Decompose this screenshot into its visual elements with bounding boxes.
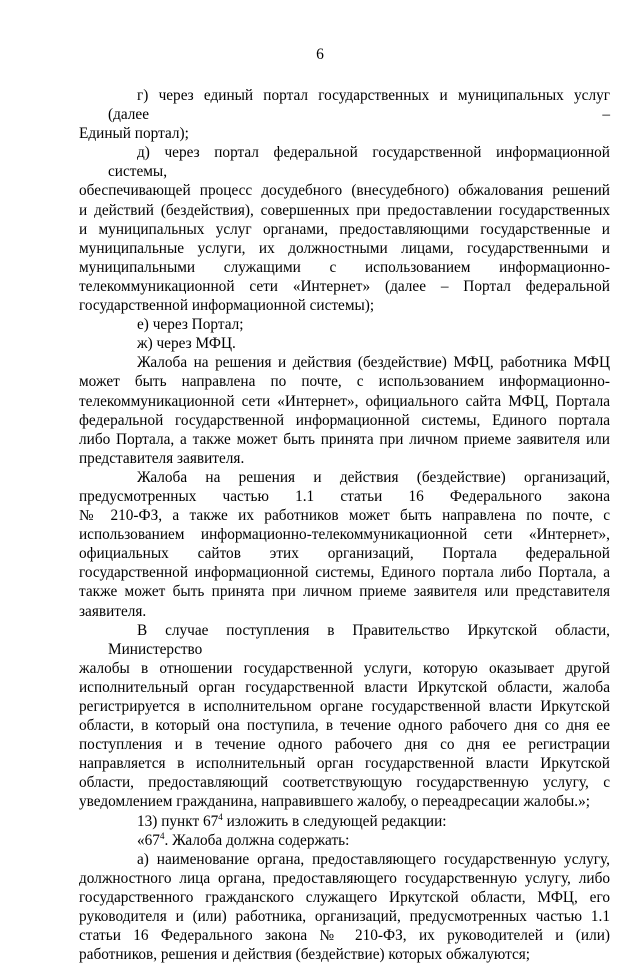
paragraph-mfc-complaint [79,353,610,468]
text-line: статьи 16 Федерального закона № 210-ФЗ, их руководителей и (или) [79,927,610,945]
text-line: использованием информационно-телекоммуникационной сети «Интернет», [79,526,610,544]
text-line: обеспечивающей процесс досудебного (внесудебного) обжалования решений [79,182,610,200]
text-line: Жалоба на решения и действия (бездействие) МФЦ, работника МФЦ [137,354,610,372]
paragraph-item-13 [108,812,610,831]
superscript: 4 [159,830,165,841]
paragraph-item-d [79,143,610,315]
paragraph-item-67-4 [108,831,610,850]
text-line: муниципальными служащими с использованием информационно- [79,258,610,276]
text-line: либо Портала, а также может быть принята при личном приеме заявителя или [79,430,610,448]
text-line: официальных сайтов этих организаций, Портала федеральной [79,545,610,563]
text-line: телекоммуникационной сети «Интернет» (далее – Портал федеральной [79,277,610,295]
text-line: уведомлением гражданина, направившего жалобу, о переадресации жалобы.»; [79,793,591,811]
text-line: федеральной государственной информационной системы, Единого портала [79,411,610,429]
text-segment: 13) пункт 67 [137,812,219,830]
text-line: г) через единый портал государственных и муниципальных услуг (далее – [108,87,610,124]
text-line: государственной информационной системы, Единого портала либо Портала, а [79,564,610,582]
paragraph-item-g [79,86,610,143]
paragraph-organizations-complaint [79,468,610,621]
text-line: а) наименование органа, предоставляющего государственную услугу, [137,850,610,868]
text-segment: . Жалоба должна содержать: [164,831,350,849]
text-line: телекоммуникационной сети «Интернет», официального сайта МФЦ, Портала [79,392,610,410]
page-number: 6 [316,46,324,63]
text-line: Единый портал); [79,125,189,143]
text-line: д) через портал федеральной государственной информационной системы, [108,144,610,181]
text-line: также может быть принята при личном приеме заявителя или представителя [79,583,610,601]
document-body [79,86,610,964]
text-line: представителя заявителя. [79,449,245,467]
text-line: области, предоставляющий соответствующую государственную услугу, с [79,774,610,792]
text-line: работников, решения и действия (бездействие) которых обжалуются; [79,946,531,964]
superscript: 4 [218,811,223,822]
text-line: В случае поступления в Правительство Иркутской области, Министерство [108,621,610,658]
text-line: исполнительный орган государственной власти Иркутской области, жалоба [79,678,610,696]
text-line: регистрируется в исполнительном органе государственной власти Иркутской [79,698,610,715]
text-segment: изложить в следующей редакции: [222,812,447,830]
text-line: заявителя. [79,602,147,620]
text-line: муниципальные услуги, их должностными лицами, государственными и [79,239,610,257]
text-line: жалобы в отношении государственной услуги, которую оказывает другой [79,659,610,677]
text-segment: «67 [137,831,160,849]
text-line: и действий (бездействия), совершенных при предоставлении государственных [79,201,610,219]
text-line: ж) через МФЦ. [137,335,236,353]
text-line: руководителя и (или) работника, организаций, предусмотренных частью 1.1 [79,908,610,926]
text-line: предусмотренных частью 1.1 статьи 16 Федерального закона [79,487,610,505]
paragraph-item-zh [108,334,610,353]
text-line: государственного гражданского служащего Иркутской области, МФЦ, его [79,888,610,906]
text-line: должностного лица органа, предоставляющего государственную услугу, либо [79,869,610,887]
paragraph-item-a [79,850,610,964]
text-line: е) через Портал; [137,316,244,334]
text-line: поступления и в течение одного рабочего дня со дня ее регистрации [79,736,610,754]
text-line: и муниципальных услуг органами, предоставляющими государственные и [79,220,610,238]
paragraph-item-e [108,315,610,334]
text-line: № 210-ФЗ, а также их работников может быть направлена по почте, с [79,507,610,525]
text-line: направляется в исполнительный орган государственной власти Иркутской [79,755,610,773]
text-line: государственной информационной системы); [79,297,375,315]
paragraph-redirect-complaint [79,621,610,812]
text-line: Жалоба на решения и действия (бездействие) организаций, [137,468,610,486]
text-line: может быть направлена по почте, с использованием информационно- [79,373,610,391]
text-line: области, в который она поступила, в течение одного рабочего дня со дня ее [79,717,610,735]
